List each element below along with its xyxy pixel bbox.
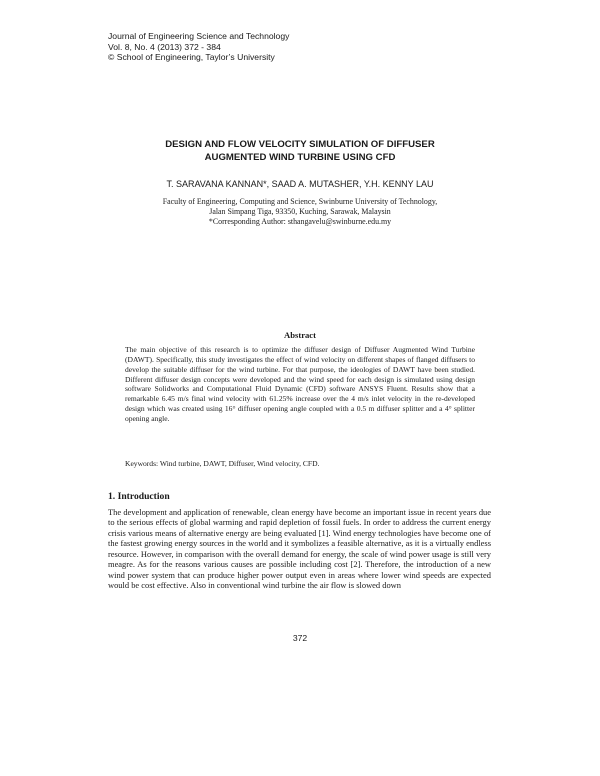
affiliation-line-2: Jalan Simpang Tiga, 93350, Kuching, Sarawak, Malaysin xyxy=(209,206,391,216)
journal-publisher: © School of Engineering, Taylor’s University xyxy=(108,52,275,63)
section-heading-introduction: 1. Introduction xyxy=(108,491,170,502)
journal-header xyxy=(108,31,408,63)
paper-title xyxy=(90,139,510,164)
abstract-text: The main objective of this research is to optimize the diffuser design of Diffuser Augmented Wind Turbine (DAWT). Specifically, this study investigates the effect of wind velocity on different shapes of flanged diffusers to develop the suitable diffuser for the wind turbine. For that purpose, the ideologies of DAWT have been studied. Different diffuser design concepts were developed and the wind speed for each design is simulated using design software Solidworks and Computational Fluid Dynamic (CFD) software ANSYS Fluent. Results show that a remarkable 6.45 m/s final wind velocity with 61.25% increase over the 4 m/s inlet velocity in the re-developed design which was created using 16° diffuser opening angle coupled with a 0.5 m diffuser splitter and a 4° splitter opening angle. xyxy=(125,345,475,423)
title-line-1: DESIGN AND FLOW VELOCITY SIMULATION OF DIFFUSER xyxy=(165,139,435,150)
title-line-2: AUGMENTED WIND TURBINE USING CFD xyxy=(204,151,396,163)
affiliation xyxy=(105,197,495,226)
page-number: 372 xyxy=(292,633,308,643)
journal-volume: Vol. 8, No. 4 (2013) 372 - 384 xyxy=(108,41,221,52)
author-list: T. SARAVANA KANNAN*, SAAD A. MUTASHER, Y.H. KENNY LAU xyxy=(166,179,434,189)
corresponding-author: *Corresponding Author: sthangavelu@swinburne.edu.my xyxy=(208,216,392,226)
abstract-heading: Abstract xyxy=(284,330,316,340)
journal-name: Journal of Engineering Science and Technology xyxy=(108,31,290,41)
introduction-text: The development and application of renewable, clean energy have become an important issue in recent years due to the serious effects of global warming and rapid depletion of fossil fuels. In order to address the current energy crisis various means of alternative energy are being evaluated [1]. Wind energy technologies have become one of the fastest growing energy sources in the world and it symbolizes a feasible alternative, as it is a virtually endless resource. However, in comparison with the overall demand for energy, the scale of wind power usage is still very meagre. As for the reasons various causes are possible including cost [2]. Therefore, the introduction of a new wind power system that can produce higher power output even in areas where lower wind speeds are expected would be cost effective. Also in conventional wind turbine the air flow is slowed down xyxy=(108,507,491,591)
affiliation-line-1: Faculty of Engineering, Computing and Science, Swinburne University of Technology, xyxy=(162,197,438,206)
keywords: Keywords: Wind turbine, DAWT, Diffuser, Wind velocity, CFD. xyxy=(125,459,320,468)
